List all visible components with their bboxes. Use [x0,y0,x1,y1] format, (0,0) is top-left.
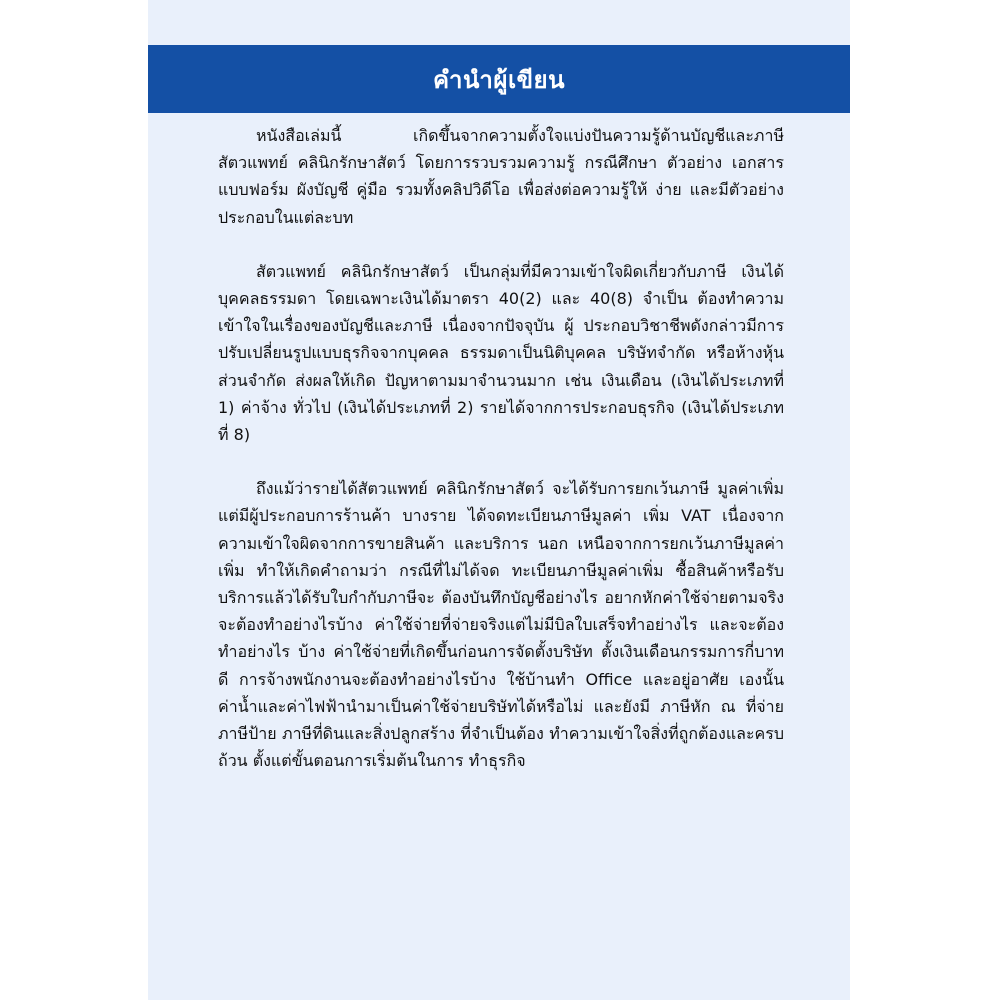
document-page [148,0,850,1000]
preface-body [218,122,784,774]
paragraph-2: สัตวแพทย์ คลินิกรักษาสัตว์ เป็นกลุ่มที่มีความเข้าใจผิดเกี่ยวกับภาษี เงินได้บุคคลธรรมดา โดยเฉพาะเงินได้มาตรา 40(2) และ 40(8) จำเป็น ต้องทำความเข้าใจในเรื่องของบัญชีและภาษี เนื่องจากปัจจุบัน ผู้ ประกอบวิชาชีพดังกล่าวมีการปรับเปลี่ยนรูปแบบธุรกิจจากบุคคล ธรรมดาเป็นนิติบุคคล บริษัทจำกัด หรือห้างหุ้นส่วนจำกัด ส่งผลให้เกิด ปัญหาตามมาจำนวนมาก เช่น เงินเดือน (เงินได้ประเภทที่ 1) ค่าจ้าง ทั่วไป (เงินได้ประเภทที่ 2) รายได้จากการประกอบธุรกิจ (เงินได้ประเภท ที่ 8) [218,261,784,445]
paragraph-3: ถึงแม้ว่ารายได้สัตวแพทย์ คลินิกรักษาสัตว์ จะได้รับการยกเว้นภาษี มูลค่าเพิ่ม แต่มีผู้ประกอบการร้านค้า บางราย ได้จดทะเบียนภาษีมูลค่า เพิ่ม VAT เนื่องจากความเข้าใจผิดจากการขายสินค้า และบริการ นอก เหนือจากการยกเว้นภาษีมูลค่าเพิ่ม ทำให้เกิดคำถามว่า กรณีที่ไม่ได้จด ทะเบียนภาษีมูลค่าเพิ่ม ซื้อสินค้าหรือรับบริการแล้วได้รับใบกำกับภาษีจะ ต้องบันทึกบัญชีอย่างไร อยากหักค่าใช้จ่ายตามจริงจะต้องทำอย่างไรบ้าง ค่าใช้จ่ายที่จ่ายจริงแต่ไม่มีบิลใบเสร็จทำอย่างไร และจะต้องทำอย่างไร บ้าง ค่าใช้จ่ายที่เกิดขึ้นก่อนการจัดตั้งบริษัท ตั้งเงินเดือนกรรมการกี่บาทดี การจ้างพนักงานจะต้องทำอย่างไรบ้าง ใช้บ้านทำ Office และอยู่อาศัย เองนั้น ค่าน้ำและค่าไฟฟ้านำมาเป็นค่าใช้จ่ายบริษัทได้หรือไม่ และยังมี ภาษีหัก ณ ที่จ่าย ภาษีป้าย ภาษีที่ดินและสิ่งปลูกสร้าง ที่จำเป็นต้อง ทำความเข้าใจสิ่งที่ถูกต้องและครบถ้วน ตั้งแต่ขั้นตอนการเริ่มต้นในการ ทำธุรกิจ [218,479,784,771]
page-title: คำนำผู้เขียน [432,65,566,94]
paragraph-1: หนังสือเล่มนี้ เกิดขึ้นจากความตั้งใจแบ่งปันความรู้ด้านบัญชีและภาษี สัตวแพทย์ คลินิกรักษาสัตว์ โดยการรวบรวมความรู้ กรณีศึกษา ตัวอย่าง เอกสาร แบบฟอร์ม ผังบัญชี คู่มือ รวมทั้งคลิปวิดีโอ เพื่อส่งต่อความรู้ให้ ง่าย และมีตัวอย่างประกอบในแต่ละบท [218,126,784,227]
title-banner [148,45,850,113]
